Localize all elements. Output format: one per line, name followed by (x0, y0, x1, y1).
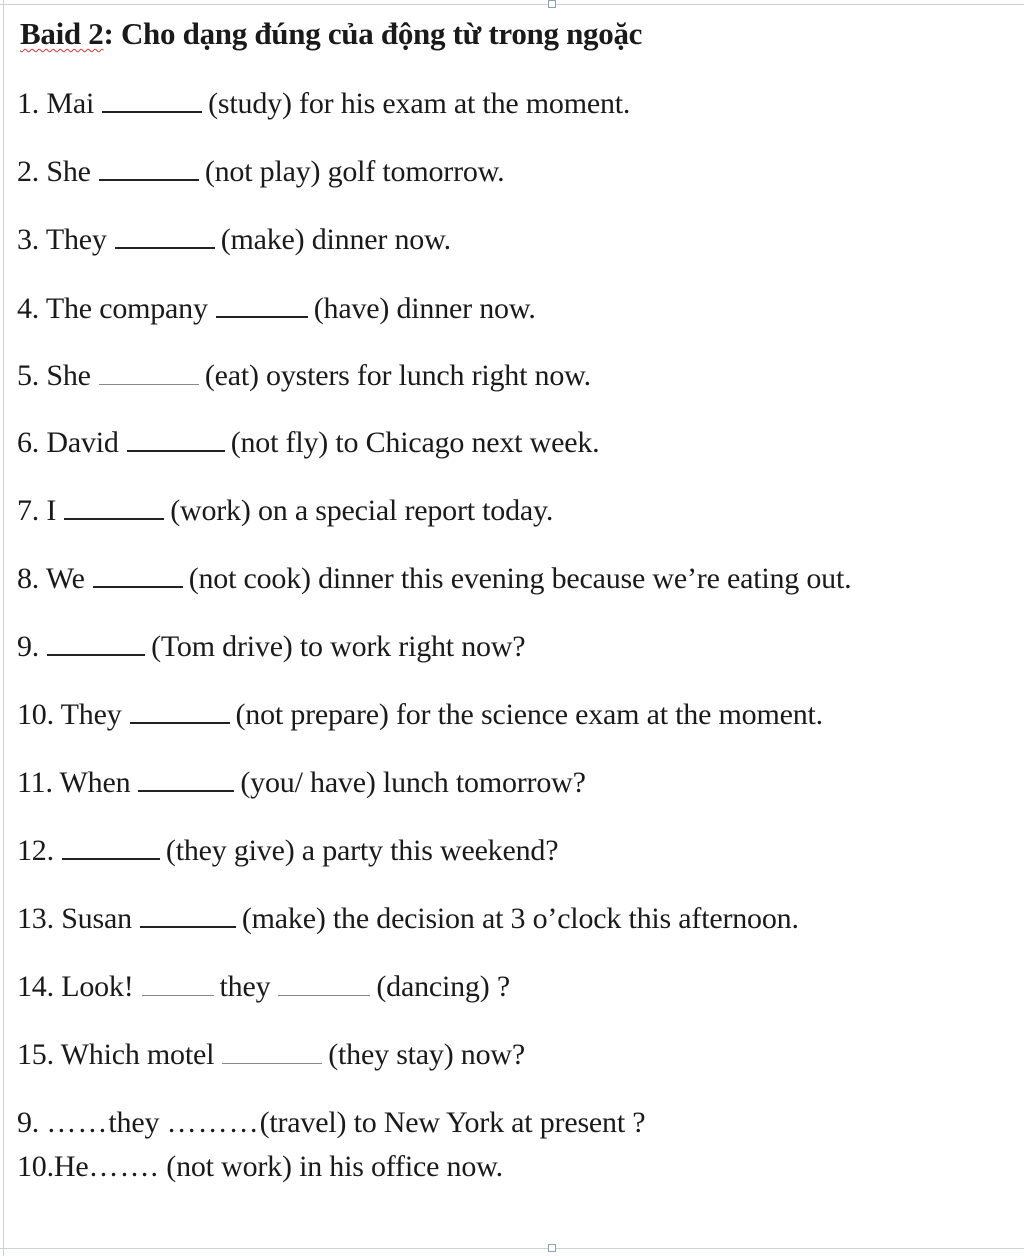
exercise-item-15 (17, 1035, 525, 1075)
item-middle-word: they (108, 1106, 160, 1139)
answer-blank[interactable] (99, 383, 199, 385)
item-hint: (eat) oysters for lunch right now. (204, 359, 591, 392)
answer-dots[interactable]: …… (46, 1106, 109, 1139)
bottom-border (0, 1248, 1024, 1249)
extra-item-9 (17, 1103, 645, 1143)
title-rest: : Cho dạng đúng của động từ trong ngoặc (103, 16, 643, 51)
item-hint: (travel) to New York at present ? (259, 1106, 646, 1139)
exercise-item-13 (17, 899, 799, 939)
item-number: 6. David (17, 426, 119, 459)
item-hint: (not play) golf tomorrow. (204, 155, 505, 188)
exercise-item-4 (17, 289, 536, 329)
answer-blank[interactable] (99, 178, 199, 181)
item-hint: (make) dinner now. (220, 223, 451, 256)
answer-blank[interactable] (47, 653, 145, 656)
answer-blank[interactable] (278, 994, 370, 996)
exercise-item-6 (17, 423, 599, 463)
item-number: 13. Susan (17, 902, 132, 935)
answer-blank[interactable] (115, 246, 215, 249)
exercise-item-2 (17, 152, 504, 192)
item-hint: (you/ have) lunch tomorrow? (240, 766, 586, 799)
item-hint: (not prepare) for the science exam at the moment. (235, 698, 823, 731)
answer-blank[interactable] (93, 585, 183, 588)
item-hint: (they give) a party this weekend? (165, 834, 559, 867)
item-hint: (make) the decision at 3 o’clock this afternoon. (241, 902, 799, 935)
item-number: 2. She (17, 155, 91, 188)
exercise-title (20, 16, 642, 52)
answer-blank[interactable] (142, 994, 214, 996)
item-number: 12. (17, 834, 54, 867)
item-hint: (not fly) to Chicago next week. (230, 426, 600, 459)
exercise-item-11 (17, 763, 586, 803)
left-border (3, 0, 4, 1256)
answer-blank[interactable] (127, 449, 225, 452)
exercise-item-7 (17, 491, 553, 531)
exercise-item-10 (17, 695, 823, 735)
item-number: 5. She (17, 359, 91, 392)
answer-blank[interactable] (64, 517, 164, 520)
item-number: 10. They (17, 698, 122, 731)
item-number: 10.He (17, 1150, 89, 1183)
answer-blank[interactable] (62, 857, 160, 860)
answer-blank[interactable] (102, 110, 202, 113)
item-hint: (work) on a special report today. (170, 494, 554, 527)
title-prefix: Baid 2 (20, 16, 104, 51)
top-border (0, 4, 1024, 5)
exercise-item-12 (17, 831, 558, 871)
answer-blank[interactable] (216, 315, 308, 318)
item-number: 14. Look! (17, 970, 134, 1003)
exercise-item-1 (17, 84, 630, 124)
extra-item-10 (17, 1147, 503, 1187)
exercise-item-3 (17, 220, 451, 260)
exercise-item-9 (17, 627, 525, 667)
resize-handle-top[interactable] (548, 0, 556, 8)
item-hint: (not work) in his office now. (166, 1150, 503, 1183)
resize-handle-bottom[interactable] (548, 1244, 556, 1252)
exercise-item-14 (17, 967, 510, 1007)
item-hint: (they stay) now? (328, 1038, 525, 1071)
exercise-item-8 (17, 559, 851, 599)
item-number: 4. The company (17, 292, 208, 325)
item-middle-word: they (219, 970, 271, 1003)
answer-blank[interactable] (140, 925, 236, 928)
item-number: 3. They (17, 223, 107, 256)
exercise-item-5 (17, 356, 591, 396)
item-hint: (Tom drive) to work right now? (151, 630, 526, 663)
item-hint: (have) dinner now. (313, 292, 536, 325)
item-number: 9. (17, 630, 40, 663)
item-number: 15. Which motel (17, 1038, 215, 1071)
item-hint: (study) for his exam at the moment. (208, 87, 631, 120)
item-hint: (dancing) ? (376, 970, 510, 1003)
answer-blank[interactable] (138, 789, 234, 792)
answer-dots[interactable]: ……. (88, 1150, 159, 1183)
item-number: 9. (17, 1106, 40, 1139)
item-number: 1. Mai (17, 87, 95, 120)
answer-blank[interactable] (130, 721, 230, 724)
item-hint: (not cook) dinner this evening because we’re eating out. (188, 562, 852, 595)
answer-dots[interactable]: ……… (166, 1106, 260, 1139)
item-number: 7. I (17, 494, 57, 527)
item-number: 11. When (17, 766, 131, 799)
answer-blank[interactable] (222, 1062, 322, 1064)
item-number: 8. We (17, 562, 85, 595)
